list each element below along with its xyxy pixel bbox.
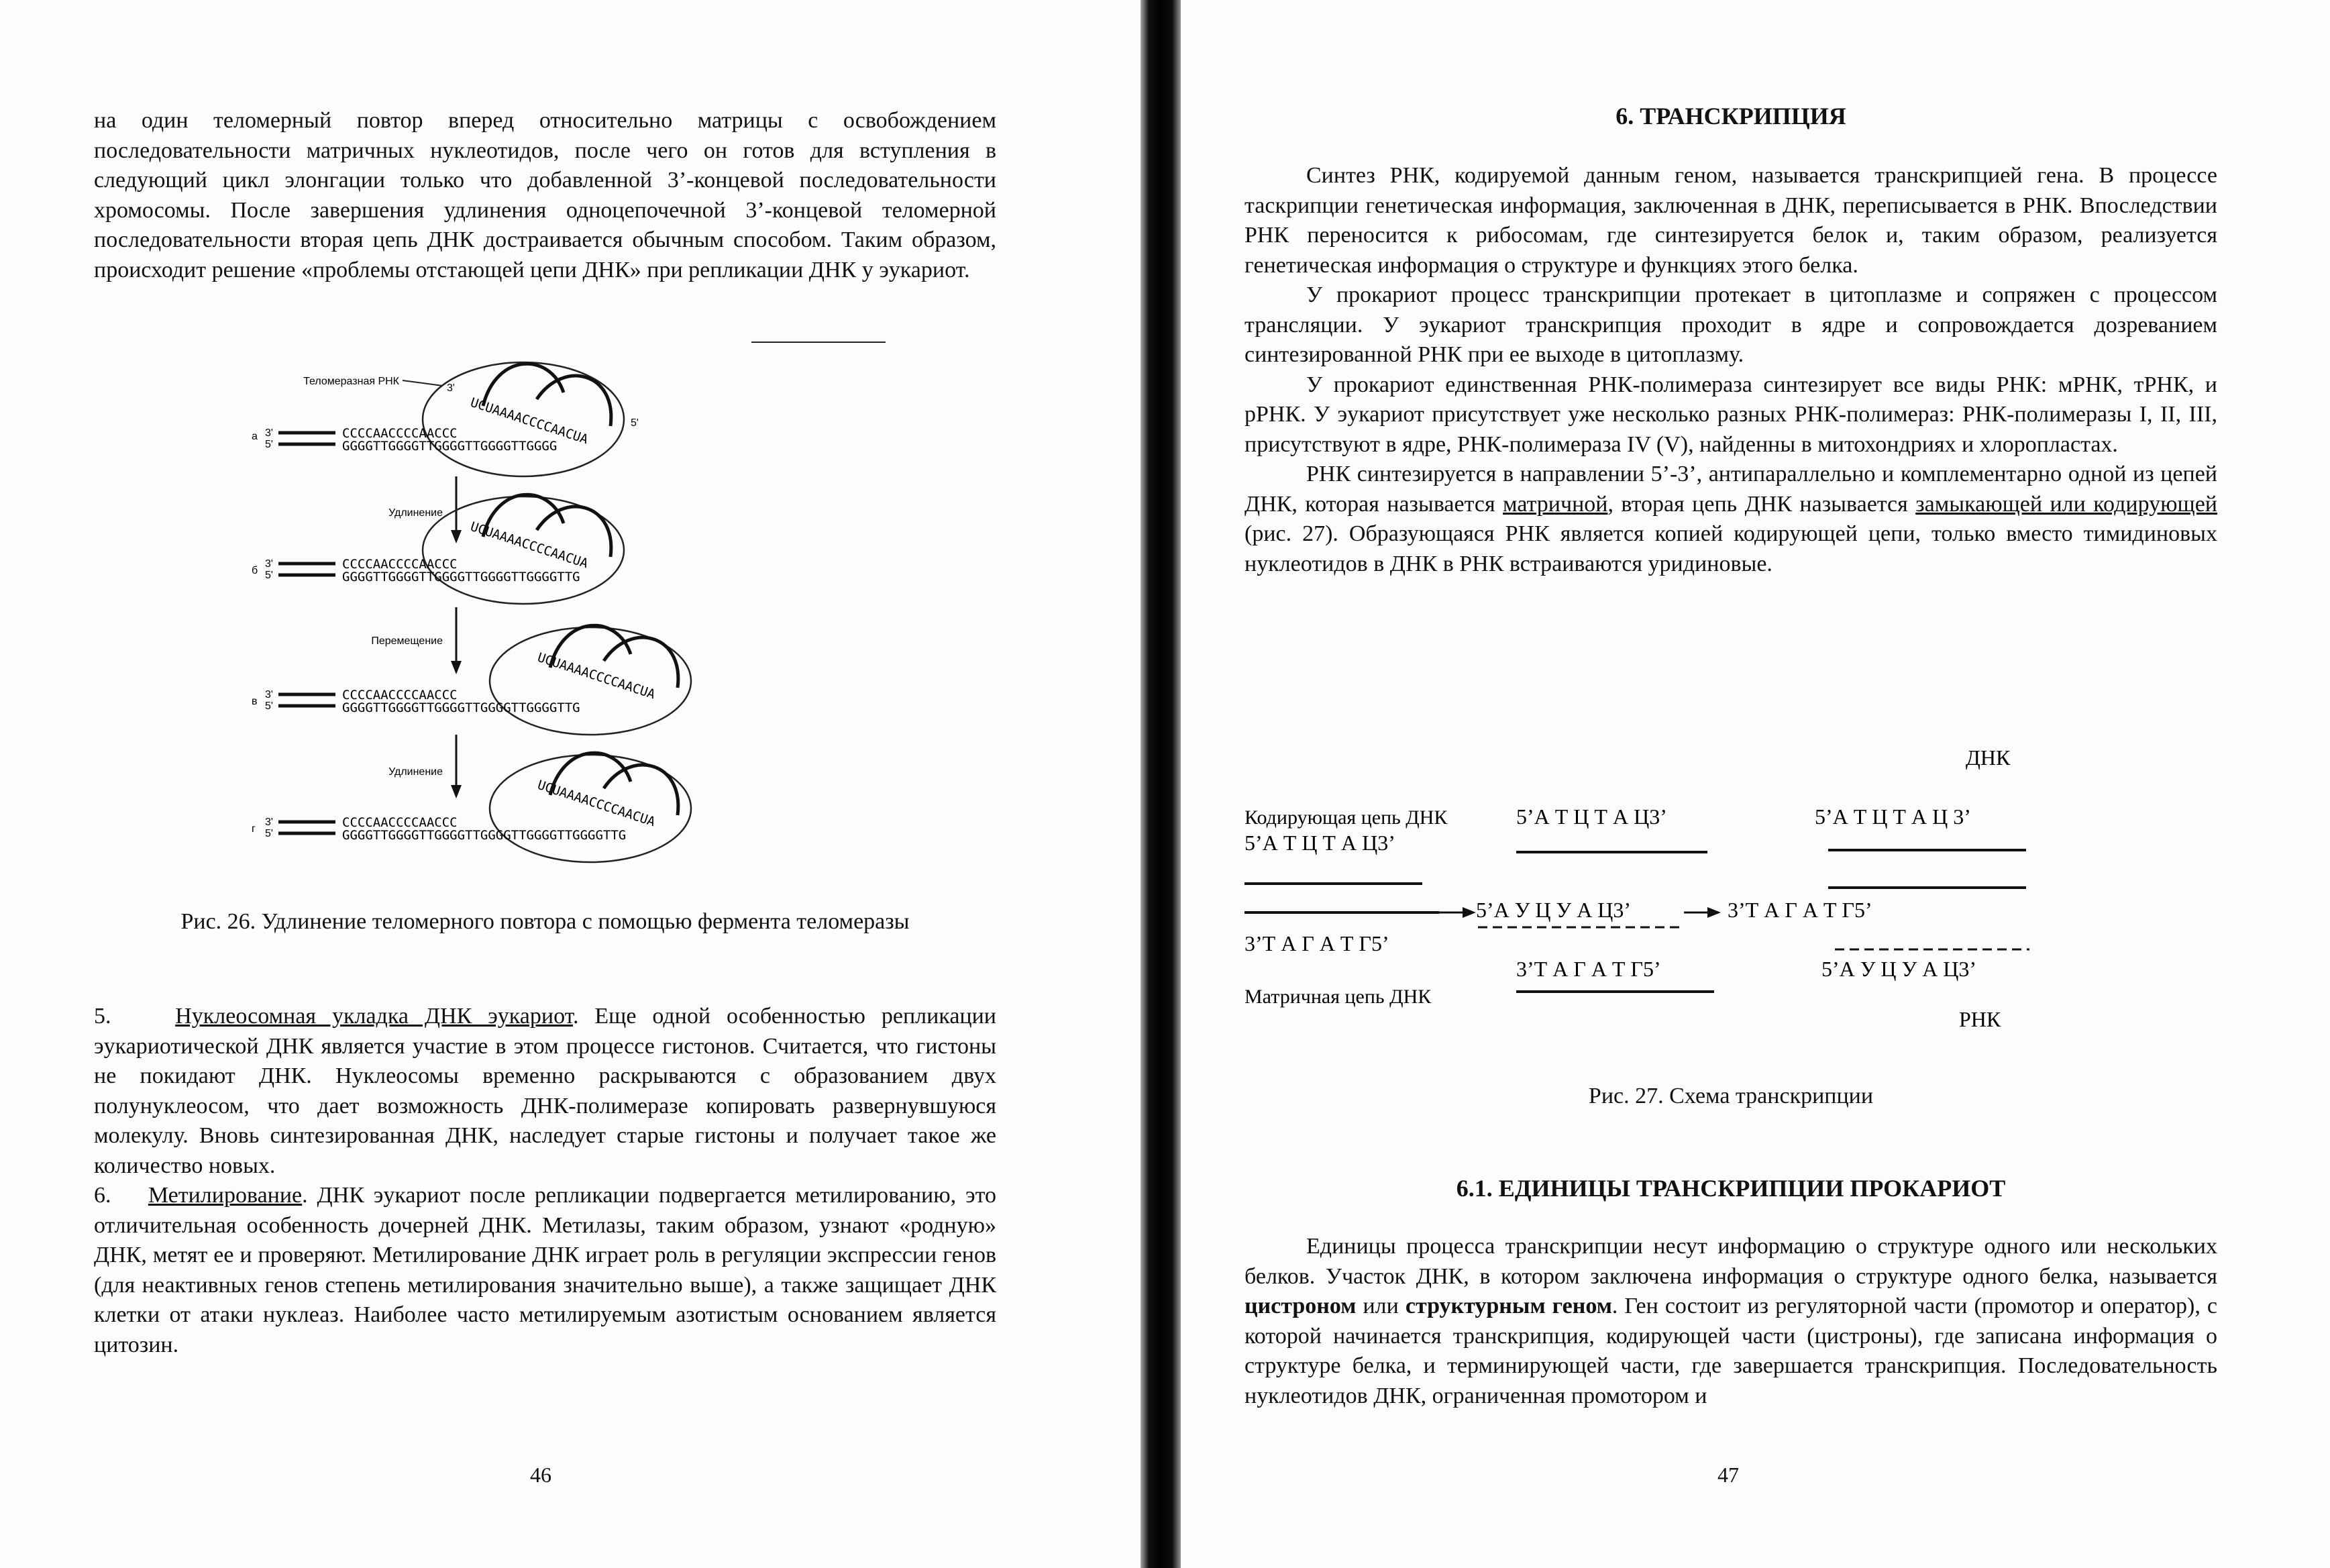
mid-rna-seq: 5’А У Ц У А Ц3’ — [1476, 898, 1632, 922]
arrow-label-elongation-2: Удлинение — [388, 766, 443, 778]
dna-label: ДНК — [1966, 745, 2011, 770]
svg-text:г: г — [252, 823, 256, 835]
list-item-6: 6. Метилирование. ДНК эукариот после репликации подвергается метилированию, это отличительная особенность дочерней ДНК. Метилазы, таким образом, узнают «родную» ДНК, метят ее и проверяют. Метилирование ДНК играет роль в регуляции экспрессии генов (для неактивных генов степень метилирования значительно выше), а также защищает ДНК клетки от атаки нуклеаз. Наиболее часто метилируемым азотистым основанием является цитозин. — [94, 1183, 996, 1357]
mid-coding-seq: 5’А Т Ц Т А Ц3’ — [1516, 804, 1667, 829]
arrow-label-elongation-1: Удлинение — [388, 507, 443, 519]
svg-text:5': 5' — [265, 570, 273, 581]
svg-text:5': 5' — [265, 700, 273, 712]
paragraph-2: У прокариот процесс транскрипции протекает в цитоплазме и сопряжен с процессом трансляции. У эукариот транскрипция проходит в ядре и сопровождается дозреванием синтезированной РНК при ее выходе в цитоплазму. — [1245, 282, 2217, 367]
strand-top-a: CCCCAACCCCAACCC — [342, 426, 458, 441]
book-gutter — [1134, 0, 1187, 1568]
svg-text:3': 3' — [265, 558, 273, 570]
right-coding-seq: 5’А Т Ц Т А Ц 3’ — [1815, 804, 1971, 829]
step-v — [252, 625, 691, 735]
strand-bottom-b: GGGGTTGGGGTTGGGGTTGGGGTTGGGGTTG — [342, 570, 580, 584]
figure-26-telomerase-diagram — [215, 332, 886, 889]
transcription-paragraphs — [1245, 161, 2217, 579]
figure-26-caption: Рис. 26. Удлинение теломерного повтора с помощью фермента теломеразы — [180, 909, 910, 934]
paragraph-1: Синтез РНК, кодируемой данным геном, называется транскрипцией гена. В процессе таскрипции генетическая информация, заключенная в ДНК, переписывается в РНК. Впоследствии РНК переносится к рибосомам, где синтезируется белок и, таким образом, реализуется генетическая информация о структуре и функциях этого белка. — [1245, 163, 2217, 278]
svg-text:3': 3' — [265, 817, 273, 828]
svg-text:5': 5' — [631, 417, 639, 429]
template-strand-seq: 3’Т А Г А Т Г5’ — [1245, 931, 1389, 955]
strand-bottom-g: GGGGTTGGGGTTGGGGTTGGGGTTGGGGTTGGGGTTG — [342, 828, 627, 843]
strand-top-g: CCCCAACCCCAACCC — [342, 815, 458, 830]
svg-text:3': 3' — [265, 427, 273, 439]
figure-27-caption: Рис. 27. Схема транскрипции — [1588, 1084, 1874, 1108]
transcription-units-paragraph — [1245, 1232, 2217, 1411]
rna-template-g: UCUAAAACCCCAACUA — [535, 777, 657, 830]
svg-text:3': 3' — [447, 382, 455, 394]
strand-bottom-v: GGGGTTGGGGTTGGGGTTGGGGTTGGGGTTG — [342, 700, 580, 715]
paragraph-3: У прокариот единственная РНК-полимераза синтезирует все виды РНК: мРНК, тРНК, и рРНК. У эукариот присутствует уже несколько разных РНК-полимераз: РНК-полимеразы I, II, III, присутствуют в ядре, РНК-полимераза IV (V), найденны в митохондриях и хлоропластах. — [1245, 372, 2217, 457]
coding-strand-seq: 5’А Т Ц Т А Ц3’ — [1245, 831, 1395, 855]
paragraph-4: РНК синтезируется в направлении 5’-3’, антипараллельно и комплементарно одной из цепей ДНК, которая называется матричной, вторая цепь ДНК называется замыкающей или кодирующей (рис. 27). Образующаяся РНК является копией кодирующей цепи, только вместо тимидиновых нуклеотидов в ДНК в РНК встраиваются уридиновые. — [1245, 462, 2217, 576]
list-item-5: 5. Нуклеосомная укладка ДНК эукариот. Еще одной особенностью репликации эукариотической ДНК является участие в этом процессе гистонов. Считается, что гистоны не покидают ДНК. Нуклеосомы временно раскрываются с образованием двух полунуклеосом, что дает возможность ДНК-полимеразе копировать развернувшуюся молекулу. Вновь синтезированная ДНК, наследует старые гистоны и получает такое же количество новых. — [94, 1004, 996, 1178]
list-items — [94, 1002, 996, 1360]
step-g — [252, 753, 691, 862]
rna-label: РНК — [1959, 1007, 2001, 1031]
left-page — [0, 0, 1141, 1568]
telomerase-rna-label: Теломеразная РНК — [303, 376, 399, 387]
svg-text:а: а — [252, 431, 258, 442]
right-page — [1181, 0, 2330, 1568]
section-heading-6-1: 6.1. ЕДИНИЦЫ ТРАНСКРИПЦИИ ПРОКАРИОТ — [1456, 1175, 2006, 1202]
figure-27-transcription-scheme — [1245, 741, 2217, 1057]
arrow-label-translocation: Перемещение — [371, 635, 443, 647]
svg-text:б: б — [252, 565, 258, 576]
strand-top-b: CCCCAACCCCAACCC — [342, 557, 458, 572]
rna-template-b: UCUAAAACCCCAACUA — [468, 519, 590, 572]
page-number-left: 46 — [530, 1463, 551, 1487]
section-heading-6: 6. ТРАНСКРИПЦИЯ — [1616, 103, 1846, 129]
rna-template-a: UCUAAAACCCCAACUA — [468, 395, 590, 448]
page-number-right: 47 — [1717, 1463, 1739, 1487]
svg-text:3': 3' — [265, 689, 273, 700]
strand-top-v: CCCCAACCCCAACCC — [342, 688, 458, 702]
svg-text:5': 5' — [265, 439, 273, 450]
paragraph-5: Единицы процесса транскрипции несут информацию о структуре одного или нескольких белков. Участок ДНК, в котором заключена информация о структуре одного белка, называется цистроном или структурным геном. Ген состоит из регуляторной части (промотор и оператор), с которой начинается транскрипция, кодирующей части (цистроны), где записана информация о структуре белка, и терминирующей части, где завершается транскрипция. Последовательность нуклеотидов ДНК, ограниченная промотором и — [1245, 1234, 2218, 1408]
template-strand-label: Матричная цепь ДНК — [1245, 986, 1432, 1008]
rna-template-v: UCUAAAACCCCAACUA — [535, 649, 657, 702]
mid-template-seq: 3’Т А Г А Т Г5’ — [1516, 957, 1661, 981]
strand-bottom-a: GGGGTTGGGGTTGGGGTTGGGGTTGGGG — [342, 439, 558, 454]
intro-paragraph: на один теломерный повтор вперед относительно матрицы с освобождением последовательности матричных нуклеотидов, после чего он готов для вступления в следующий цикл элонгации только что добавленной 3’-концевой последовательности хромосомы. После завершения удлинения одноцепочечной 3’-концевой теломерной последовательности вторая цепь ДНК достраивается обычным способом. Таким образом, происходит решение «проблемы отстающей цепи ДНК» при репликации ДНК у эукариот. — [94, 108, 996, 282]
svg-text:в: в — [252, 696, 258, 707]
right-rna-seq: 5’А У Ц У А Ц3’ — [1821, 957, 1977, 981]
right-template-seq: 3’Т А Г А Т Г5’ — [1728, 898, 1872, 922]
coding-strand-label: Кодирующая цепь ДНК — [1245, 806, 1448, 829]
svg-text:5': 5' — [265, 828, 273, 839]
